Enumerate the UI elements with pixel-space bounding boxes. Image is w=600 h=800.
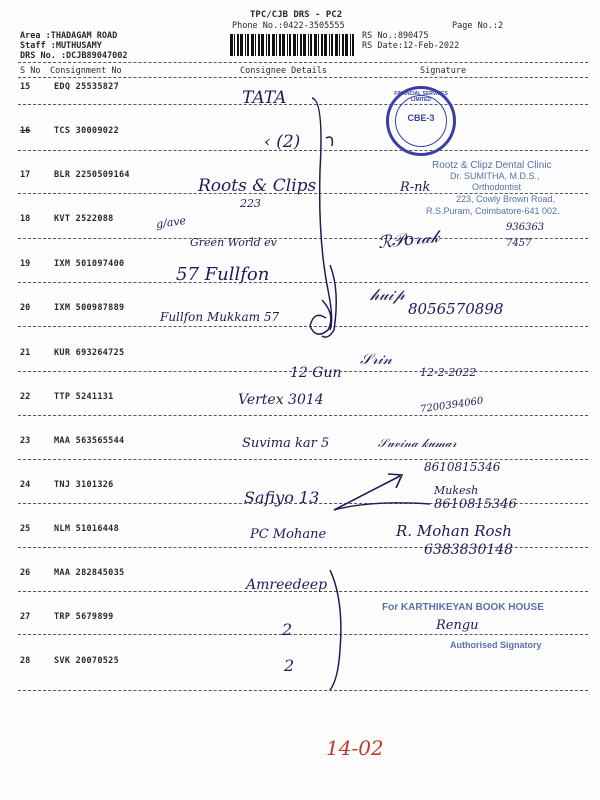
signature-r23-scrawl: 𝒮𝓊𝓋𝒾𝓃𝒶 𝓀𝓊𝓂𝒶𝓇 [378, 436, 457, 450]
round-company-stamp [386, 86, 456, 156]
barcode-bar [272, 34, 275, 56]
row-consignment: TTP 5241131 [54, 392, 114, 402]
handwritten-arrow [330, 470, 440, 520]
bookhouse-stamp-line2: Authorised Signatory [450, 640, 542, 650]
row-sno: 20 [20, 303, 31, 313]
barcode-bar [314, 34, 317, 56]
handwriting-r16: ‹ (2) [264, 132, 301, 152]
row-sno: 23 [20, 436, 31, 446]
handwritten-bracket-lines [300, 90, 370, 710]
page-number: Page No.:2 [452, 21, 504, 31]
row-consignment: TNJ 3101326 [54, 480, 114, 490]
barcode-bar [300, 34, 302, 56]
row-consignment: MAA 282845035 [54, 568, 125, 578]
col-consignment: Consignment No [50, 66, 122, 76]
rs-date: RS Date:12-Feb-2022 [362, 41, 460, 51]
row-sno: 25 [20, 524, 31, 534]
handwriting-r23: Suvima kar 5 [242, 436, 330, 451]
barcode-bar [255, 34, 256, 56]
signature-r18-scrawl: ℛ𝒫𝑜𝓇𝒶𝓀 [377, 226, 441, 254]
barcode-bar [350, 34, 351, 56]
clinic-stamp-line1: Rootz & Clipz Dental Clinic [432, 160, 552, 171]
row-sno: 19 [20, 259, 31, 269]
row-sno: 26 [20, 568, 31, 578]
barcode [230, 34, 356, 56]
signature-r24-name: Mukesh [434, 484, 479, 497]
barcode-bar [237, 34, 239, 56]
signature-r21: 12-2-2022 [420, 366, 477, 379]
barcode-bar [335, 34, 338, 56]
barcode-bar [293, 34, 296, 56]
row-sno: 22 [20, 392, 31, 402]
signature-r22: 7200394060 [419, 395, 485, 416]
columns-divider [18, 77, 588, 78]
staff-label: Staff :MUTHUSAMY [20, 41, 102, 51]
red-ink-note: 14-02 [326, 736, 384, 760]
barcode-bar [352, 34, 354, 56]
barcode-bar [331, 34, 333, 56]
signature-r27: Rengu [436, 618, 479, 633]
barcode-bar [308, 34, 309, 56]
signature-r20: 8056570898 [408, 300, 504, 318]
clinic-stamp-line3: Orthodontist [472, 182, 522, 192]
row-consignment: NLM 51016448 [54, 524, 120, 534]
row-sno: 21 [20, 348, 31, 358]
barcode-bar [345, 34, 348, 56]
handwriting-r28: 2 [284, 656, 295, 675]
handwriting-r15: TATA [242, 88, 287, 108]
barcode-bar [297, 34, 298, 56]
row-sno: 17 [20, 170, 31, 180]
row-consignment: KUR 693264725 [54, 348, 125, 358]
row-consignment: BLR 2250509164 [54, 170, 130, 180]
row-sno: 27 [20, 612, 31, 622]
barcode-bar [321, 34, 323, 56]
row-sno: 18 [20, 214, 31, 224]
barcode-bar [276, 34, 277, 56]
row-consignment: IXM 500987889 [54, 303, 125, 313]
col-signature: Signature [420, 66, 467, 76]
barcode-bar [342, 34, 344, 56]
barcode-bar [329, 34, 330, 56]
handwriting-r22: Vertex 3014 [238, 392, 324, 408]
row-consignment: KVT 2522088 [54, 214, 114, 224]
barcode-bar [230, 34, 233, 56]
row-consignment: SVK 20070525 [54, 656, 120, 666]
handwriting-r25: PC Mohane [250, 527, 327, 542]
col-details: Consignee Details [240, 66, 327, 76]
row-consignment: IXM 501097400 [54, 259, 125, 269]
barcode-bar [247, 34, 249, 56]
row-consignment: TCS 30009022 [54, 126, 120, 136]
signature-r21-scrawl: 𝒮𝓇𝒾𝓃 [360, 350, 392, 368]
drs-number: DRS No. :DCJB89047002 [20, 51, 128, 61]
handwriting-r27: 2 [282, 620, 293, 639]
barcode-bar [289, 34, 291, 56]
barcode-bar [268, 34, 270, 56]
handwriting-r17b: 223 [240, 197, 261, 210]
row-consignment: EDQ 25535827 [54, 82, 120, 92]
row-sno: 15 [20, 82, 31, 92]
handwriting-r19: 57 Fullfon [176, 264, 270, 285]
barcode-bar [234, 34, 235, 56]
handwriting-r24: Safiyo 13 [244, 488, 320, 507]
handwriting-r26: Amreedeep [246, 577, 328, 593]
barcode-bar [287, 34, 288, 56]
barcode-bar [324, 34, 327, 56]
rs-number: RS No.:890475 [362, 31, 429, 41]
signature-r18: 936363 7457 [506, 222, 545, 249]
row-sno: 16 [20, 126, 31, 136]
barcode-bar [258, 34, 260, 56]
barcode-bar [303, 34, 306, 56]
stamp-center-text: CBE-3 [407, 113, 435, 123]
row-consignment: MAA 563565544 [54, 436, 125, 446]
barcode-bar [245, 34, 246, 56]
barcode-bar [282, 34, 285, 56]
row-sno: 24 [20, 480, 31, 490]
doc-title: TPC/CJB DRS - PC2 [250, 10, 343, 20]
clinic-stamp-line5: R.S.Puram, Coimbatore-641 002. [426, 206, 560, 216]
barcode-bar [339, 34, 340, 56]
col-sno: S No [20, 66, 41, 76]
phone-number: Phone No.:0422-3505555 [232, 21, 345, 31]
barcode-bar [310, 34, 312, 56]
header-divider [18, 62, 588, 63]
barcode-bar [240, 34, 243, 56]
handwriting-r18: Green World ev [190, 236, 277, 249]
barcode-bar [261, 34, 264, 56]
barcode-bar [318, 34, 319, 56]
row-sno: 28 [20, 656, 31, 666]
row-consignment: TRP 5679899 [54, 612, 114, 622]
signature-r25-name: R. Mohan Rosh [396, 522, 512, 540]
area-label: Area :THADAGAM ROAD [20, 31, 118, 41]
handwriting-r17: Roots & Clips [198, 176, 317, 196]
handwriting-r20: Fullfon Mukkam 57 [160, 310, 280, 324]
clinic-stamp-line2: Dr. SUMITHA, M.D.S., [450, 171, 540, 181]
barcode-bar [251, 34, 254, 56]
stamp-ring-text: FINANCIAL SERVICES LIMITED [394, 91, 448, 103]
barcode-bar [279, 34, 281, 56]
signature-r24-phone: 8610815346 [434, 497, 517, 512]
handwriting-r18b: g/ave [155, 213, 187, 232]
signature-r23: 8610815346 [424, 460, 501, 474]
bookhouse-stamp-line1: For KARTHIKEYAN BOOK HOUSE [382, 602, 544, 613]
signature-r17: R-nk [400, 180, 431, 195]
handwriting-r21: 12 Gun [290, 365, 342, 381]
clinic-stamp-line4: 223, Cowly Brown Road, [456, 194, 556, 204]
signature-r25-phone: 6383830148 [424, 542, 514, 558]
barcode-bar [266, 34, 267, 56]
signature-r20-scrawl: 𝒽𝓊𝒾𝓅 [370, 285, 405, 304]
